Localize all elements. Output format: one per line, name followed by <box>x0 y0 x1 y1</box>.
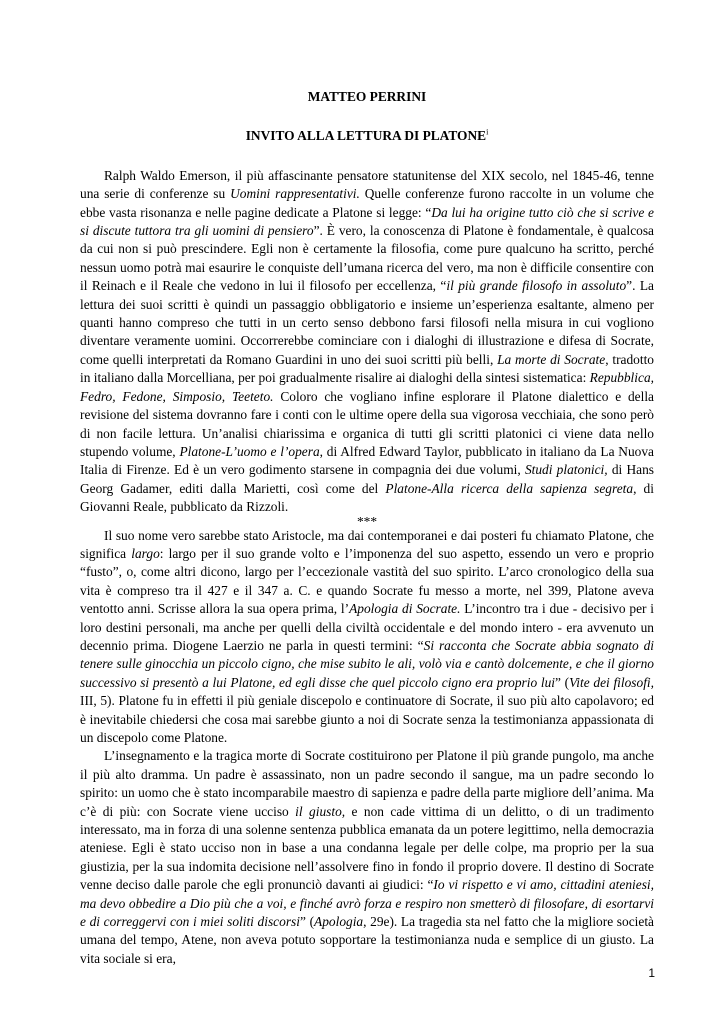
italic-text-run: Io vi rispetto e vi amo, cittadini ateniesi, ma devo obbedire a Dio più che a voi, e finché avrò forza e respiro non smetterò di filosofare, di esortarvi e di correggervi con i miei soliti discorsi <box>80 877 654 930</box>
italic-text-run: Platone-L’uomo e l’opera <box>179 443 320 459</box>
text-run: e non cade vittima di un delitto, o di un tradimento interessato, ma in forza di una solenne sentenza pubblica emanata da un potere legittimo, nella democrazia ateniese. Egli è stato ucciso non in base a una condanna legale per delle colpe, ma proprio per la sua giustizia, per la sua indomita decisione nell’assolvere fino in fondo il proprio dovere. Il destino di Socrate venne deciso dalle parole che egli pronunciò davanti ai giudici: “ <box>80 803 654 893</box>
italic-text-run: Apologia <box>314 914 364 930</box>
italic-text-run: Da lui ha origine tutto ciò che si scrive e si discute tuttora tra gli uomini di pensiero <box>80 204 654 239</box>
paragraph-1 <box>80 167 654 517</box>
text-run: Coloro che vogliano infine esplorare il Platone dialettico e della revisione del sistema dovranno fare i conti con le ultime opere della sua vigorosa vecchiaia, che sono però di non facile lettura. Un’analisi chiarissima e organica di tutti gli scritti platonici ci viene data nello stupendo volume, <box>80 388 654 459</box>
italic-text-run: Uomini rappresentativi. <box>230 186 360 202</box>
author-heading: MATTEO PERRINI <box>307 89 427 104</box>
italic-text-run: Si racconta che Socrate abbia sognato di tenere sulle ginocchia un piccolo cigno, che mise subito le ali, volò via e cantò dolcemente, e che il giorno successivo si presentò a lui Platone, ed egli disse che quel piccolo cigno era proprio lui <box>80 637 654 690</box>
italic-text-run: Repubblica, Fedro, Fedone, Simposio, Teeteto. <box>80 370 654 404</box>
text-run: ”. È vero, la conoscenza di Platone è fondamentale, è qualcosa da cui non si può prescindere. Egli non è certamente la filosofia, come pure qualcuno ha scritto, perché nessun uomo potrà mai esaurire le conquiste dell’umana ricerca del vero, ma non è difficile consentire con il Reinach e il Reale che vedono in lui il filosofo per eccellenza, “ <box>80 223 654 294</box>
text-run: Il suo nome vero sarebbe stato Aristocle, ma dai contemporanei e dai posteri fu chiamato Platone, che significa <box>80 527 654 561</box>
text-run: ” ( <box>299 914 315 930</box>
text-run: , di Alfred Edward Taylor, pubblicato in italiano da La Nuova Italia di Firenze. Ed è un vero godimento starsene in compagnia dei due volumi, <box>80 443 654 478</box>
text-run: , 29e). La tragedia sta nel fatto che la migliore società umana del tempo, Atene, non aveva potuto sopportare la testimonianza nuda e semplice di un giusto. La vita sociale si era, <box>80 914 654 966</box>
text-run: L’insegnamento e la tragica morte di Socrate costituirono per Platone il più grande pungolo, ma anche il più alto dramma. Un padre è assassinato, non un padre secondo il sangue, ma un padre secondo lo spirito: un uomo che è stato incomparabile maestro di sapienza e padre della parte migliore dell’anima. Ma c’è di più: con Socrate viene ucciso <box>80 748 654 819</box>
text-run: Ralph Waldo Emerson, il più affascinante pensatore statunitense del XIX secolo, nel 1845-46, tenne una serie di conferenze su <box>80 167 654 202</box>
text-run: , di Giovanni Reale, pubblicato da Rizzoli. <box>80 480 654 515</box>
document-body <box>80 88 654 968</box>
italic-text-run: Apologia di Socrate. <box>349 601 461 617</box>
italic-text-run: il giusto, <box>295 803 346 819</box>
paragraph-2 <box>80 527 654 748</box>
italic-text-run: il più grande filosofo in assoluto <box>446 278 627 294</box>
document-title <box>80 127 654 145</box>
text-run: III, 5). Platone fu in effetti il più geniale discepolo e continuatore di Socrate, il suo più alto capolavoro; ed è inevitabile chiedersi che cosa mai sarebbe giunto a noi di Socrate senza la testimonianza appassionata di un discepolo come Platone. <box>80 693 654 745</box>
italic-text-run: Studi platonici, <box>524 462 608 478</box>
text-run: ” ( <box>555 674 570 690</box>
italic-text-run: La morte di Socrate <box>497 351 606 367</box>
text-run: ”. La lettura dei suoi scritti è quindi un passaggio obbligatorio e insieme un’esperienza esaltante, almeno per quanti hanno compreso che tutti in un certo senso debbono farsi filosofi nella misura in cui vogliono diventare veramente uomini. Occorrerebbe cominciare con i dialoghi di illustrazione e difesa di Socrate, come quelli interpretati da Romano Guardini in uno dei suoi scritti più belli, <box>80 278 655 367</box>
text-run: Quelle conferenze furono raccolte in un volume che ebbe vasta risonanza e nelle pagine dedicate a Platone si legge: “ <box>80 186 654 220</box>
text-run: di Hans Georg Gadamer, editi dalla Marietti, così come del <box>80 462 654 496</box>
italic-text-run: largo <box>131 545 160 561</box>
text-run: L’incontro tra i due - decisivo per i loro destini personali, ma anche per quelli della civiltà occidentale e del mondo intero - era avvenuto un decennio prima. Diogene Laerzio ne parla in questi termini: “ <box>80 601 654 653</box>
italic-text-run: Platone-Alla ricerca della sapienza segreta <box>385 480 634 496</box>
title-footnote-marker: i <box>486 127 489 137</box>
title-text: INVITO ALLA LETTURA DI PLATONE <box>245 128 487 144</box>
text-run: : largo per il suo grande volto e l’imponenza del suo aspetto, essendo un vero e proprio “fusto”, o, come altri dicono, largo per l’eccezionale vastità del suo spirito. L’arco cronologico della sua vita è compreso tra il 427 e il 347 a. C. e quando Socrate fu messo a morte, nel 399, Platone aveva ventotto anni. Scrisse allora la sua opera prima, l’ <box>80 545 654 617</box>
text-run: , tradotto in italiano dalla Morcelliana, per poi gradualmente risalire ai dialoghi della sintesi sistematica: <box>80 351 654 386</box>
section-separator: *** <box>356 513 378 529</box>
italic-text-run: Vite dei filosofi, <box>569 674 654 690</box>
page-number: 1 <box>648 966 655 980</box>
paragraph-3 <box>80 747 654 968</box>
